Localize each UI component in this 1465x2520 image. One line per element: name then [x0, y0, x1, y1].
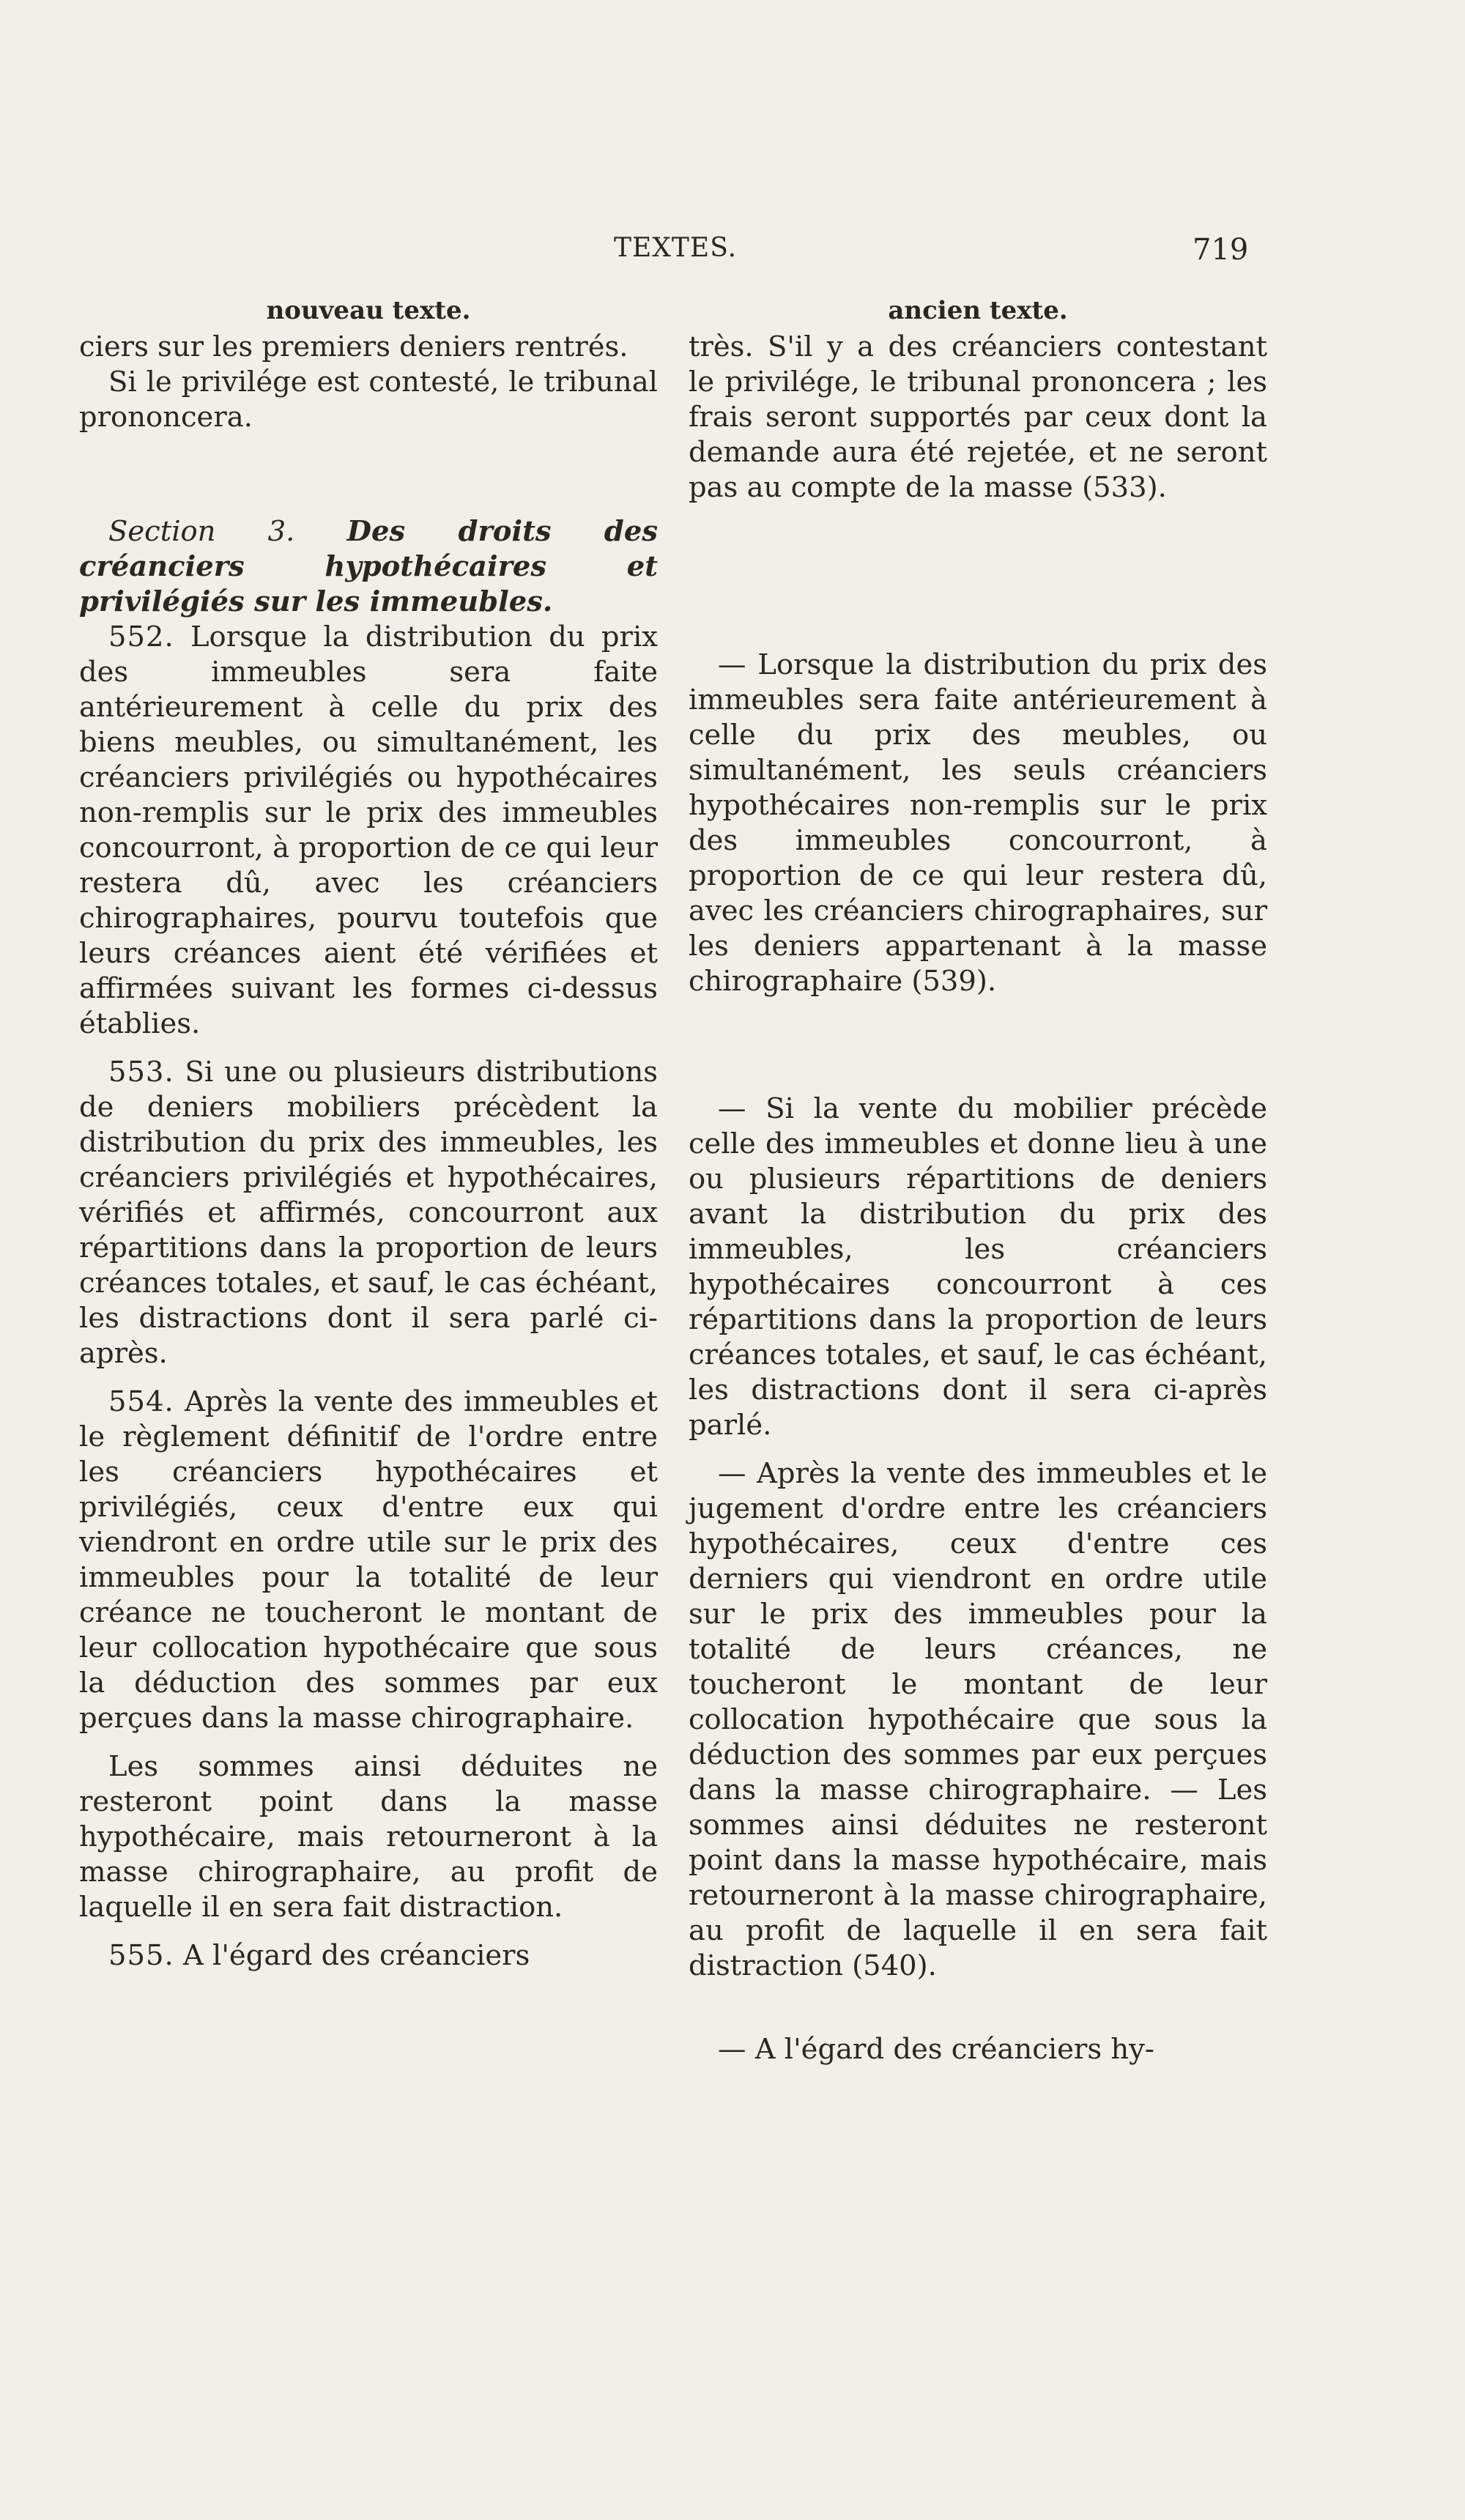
running-title: TEXTES. [614, 233, 738, 263]
article-552 [79, 620, 658, 1042]
article-554 [79, 1385, 658, 1736]
left-intro: ciers sur les premiers deniers rentrés. [79, 330, 628, 363]
left-column-new-text [79, 294, 658, 1974]
section-prefix: Section 3. [108, 515, 295, 548]
article-553-number: 553. [108, 1056, 174, 1089]
article-552-text: Lorsque la distribution du prix des immeubles sera faite antérieurement à celle du prix des biens meubles, ou simultanément, les créanciers privilégiés ou hypothécaires non-remplis sur le prix des immeubles concourront, à proportion de ce qui leur restera dû, avec les créanciers chirographaires, pourvu toutefois que leurs créances aient été vérifiées et affirmées suivant les formes ci-dessus établies. [79, 620, 658, 1040]
right-paragraph-4: — A l'égard des créanciers hy- [718, 2033, 1154, 2066]
left-intro-2: Si le privilége est contesté, le tribunal prononcera. [79, 366, 658, 434]
right-paragraph-3: — Après la vente des immeubles et le jugement d'ordre entre les créanciers hypothécaires, ceux d'entre ces derniers qui viendront en ordre utile sur le prix des immeubles pour la totalité de leurs créances, ne toucheront le montant de leur collocation hypothécaire que sous la déduction des sommes par eux perçues dans la masse chirographaire. — Les sommes ainsi déduites ne resteront point dans la masse hypothécaire, mais retourneront à la masse chirographaire, au profit de laquelle il en sera fait distraction (540). [689, 1457, 1267, 1982]
article-552-number: 552. [108, 620, 174, 653]
section-title-text: Des droits des créanciers hypothécaires et privilégiés sur les immeubles. [79, 515, 658, 618]
article-555-number: 555. [108, 1939, 174, 1972]
article-553-text: Si une ou plusieurs distributions de deniers mobiliers précèdent la distribution du prix des immeubles, les créanciers privilégiés et hypothécaires, vérifiés et affirmés, concourront aux répartitions dans la proportion de leurs créances totales, et sauf, le cas échéant, les distractions dont il sera parlé ci-après. [79, 1056, 658, 1370]
left-column-heading: nouveau texte. [266, 296, 471, 325]
article-554-number: 554. [108, 1385, 174, 1418]
article-555 [79, 1938, 658, 1974]
right-paragraph-1: — Lorsque la distribution du prix des immeubles sera faite antérieurement à celle du prix des meubles, ou simultanément, les seuls créanciers hypothécaires non-remplis sur le prix des immeubles concourront, à proportion de ce qui leur restera dû, avec les créanciers chirographaires, sur les deniers appartenant à la masse chirographaire (539). [689, 648, 1267, 998]
right-paragraph-2: — Si la vente du mobilier précède celle des immeubles et donne lieu à une ou plusieurs répartitions de deniers avant la distribution du prix des immeubles, les créanciers hypothécaires concourront à ces répartitions dans la proportion de leurs créances totales, et sauf, le cas échéant, les distractions dont il sera ci-après parlé. [689, 1092, 1267, 1442]
article-555-text: A l'égard des créanciers [182, 1939, 530, 1972]
right-intro: très. S'il y a des créanciers contestant le privilége, le tribunal prononcera ; les frais seront supportés par ceux dont la demande aura été rejetée, et ne seront pas au compte de la masse (533). [689, 330, 1267, 504]
section-title [79, 514, 658, 620]
page-number: 719 [1193, 233, 1249, 267]
article-554-text: Après la vente des immeubles et le règlement définitif de l'ordre entre les créanciers hypothécaires et privilégiés, ceux d'entre eux qui viendront en ordre utile sur le prix des immeubles pour la totalité de leur créance ne toucheront le montant de leur collocation hypothécaire que sous la déduction des sommes par eux perçues dans la masse chirographaire. [79, 1385, 658, 1735]
article-553 [79, 1055, 658, 1371]
right-column-old-text [689, 294, 1267, 2067]
article-554-paragraph-2: Les sommes ainsi déduites ne resteront point dans la masse hypothécaire, mais retourneront à la masse chirographaire, au profit de laquelle il en sera fait distraction. [79, 1750, 658, 1924]
right-column-heading: ancien texte. [888, 296, 1068, 325]
page-header [0, 233, 1465, 277]
